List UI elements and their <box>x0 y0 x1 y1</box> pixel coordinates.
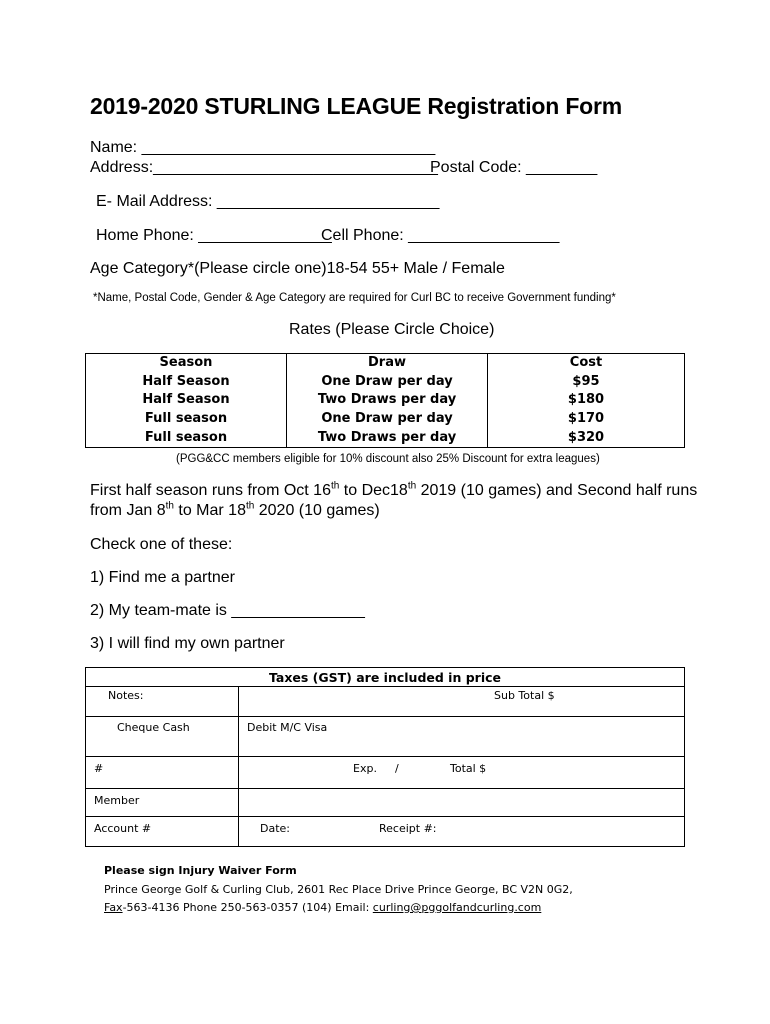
rates-header-cost: Cost <box>488 354 685 373</box>
postal-code-field[interactable]: Postal Code: ________ <box>430 159 598 176</box>
rate-season: Half Season <box>86 373 287 392</box>
rate-season: Full season <box>86 410 287 429</box>
rate-cost: $95 <box>488 373 685 392</box>
total-field[interactable]: Total $ <box>450 762 487 775</box>
name-field[interactable]: Name: _________________________________ <box>90 139 436 156</box>
cell-phone-field[interactable]: Cell Phone: _________________ <box>321 227 560 244</box>
options-heading: Check one of these: <box>90 536 233 553</box>
form-title: 2019-2020 STURLING LEAGUE Registration Form <box>90 93 623 119</box>
rate-draw: Two Draws per day <box>287 391 488 410</box>
rates-header-season: Season <box>86 354 287 373</box>
card-number-field[interactable]: # <box>94 762 104 775</box>
season-info-line2: from Jan 8th to Mar 18th 2020 (10 games) <box>90 500 380 519</box>
home-phone-field[interactable]: Home Phone: _______________ <box>96 227 332 244</box>
rate-row[interactable] <box>86 391 685 410</box>
date-field[interactable]: Date: <box>260 822 290 835</box>
expiry-field[interactable]: Exp. <box>353 762 377 775</box>
season-info-line1: First half season runs from Oct 16th to Dec18th 2019 (10 games) and Second half runs <box>90 480 698 499</box>
rate-cost: $180 <box>488 391 685 410</box>
account-field[interactable]: Account # <box>94 822 152 835</box>
club-address: Prince George Golf & Curling Club, 2601 Rec Place Drive Prince George, BC V2N 0G2, <box>104 883 573 896</box>
waiver-note: Please sign Injury Waiver Form <box>104 864 297 877</box>
cheque-cash-option[interactable]: Cheque Cash <box>117 721 190 734</box>
age-category-field[interactable]: Age Category*(Please circle one)18-54 55+ Male / Female <box>90 260 505 277</box>
rate-row[interactable] <box>86 373 685 392</box>
rates-heading: Rates (Please Circle Choice) <box>289 321 495 338</box>
rate-draw: Two Draws per day <box>287 428 488 447</box>
rate-cost: $320 <box>488 428 685 447</box>
rate-draw: One Draw per day <box>287 410 488 429</box>
rates-table <box>85 353 685 448</box>
funding-note: *Name, Postal Code, Gender & Age Category are required for Curl BC to receive Government funding* <box>93 292 616 304</box>
taxes-header: Taxes (GST) are included in price <box>268 670 501 685</box>
sub-total-field[interactable]: Sub Total $ <box>494 689 555 702</box>
rate-row[interactable] <box>86 410 685 429</box>
address-field[interactable]: Address:________________________________ <box>90 159 438 176</box>
email-link[interactable]: curling@pggolfandcurling.com <box>372 901 542 914</box>
notes-label: Notes: <box>108 689 144 702</box>
rates-header-row <box>86 354 685 373</box>
discount-note: (PGG&CC members eligible for 10% discount also 25% Discount for extra leagues) <box>176 453 600 465</box>
rate-row[interactable] <box>86 428 685 447</box>
rate-draw: One Draw per day <box>287 373 488 392</box>
option-own-partner[interactable]: 3) I will find my own partner <box>90 635 285 652</box>
rate-cost: $170 <box>488 410 685 429</box>
email-field[interactable]: E- Mail Address: _________________________ <box>96 193 440 210</box>
card-type-option[interactable]: Debit M/C Visa <box>247 721 328 734</box>
fax-label: Fax <box>104 901 123 914</box>
club-contact: Fax-563-4136 Phone 250-563-0357 (104) Email: curling@pggolfandcurling.com <box>104 901 542 914</box>
rate-season: Full season <box>86 428 287 447</box>
option-find-partner[interactable]: 1) Find me a partner <box>90 569 235 586</box>
expiry-slash: / <box>395 762 399 775</box>
option-team-mate[interactable]: 2) My team-mate is _______________ <box>90 602 365 619</box>
rates-header-draw: Draw <box>287 354 488 373</box>
receipt-field[interactable]: Receipt #: <box>379 822 437 835</box>
payment-box <box>85 667 685 847</box>
member-field[interactable]: Member <box>94 794 140 807</box>
rate-season: Half Season <box>86 391 287 410</box>
